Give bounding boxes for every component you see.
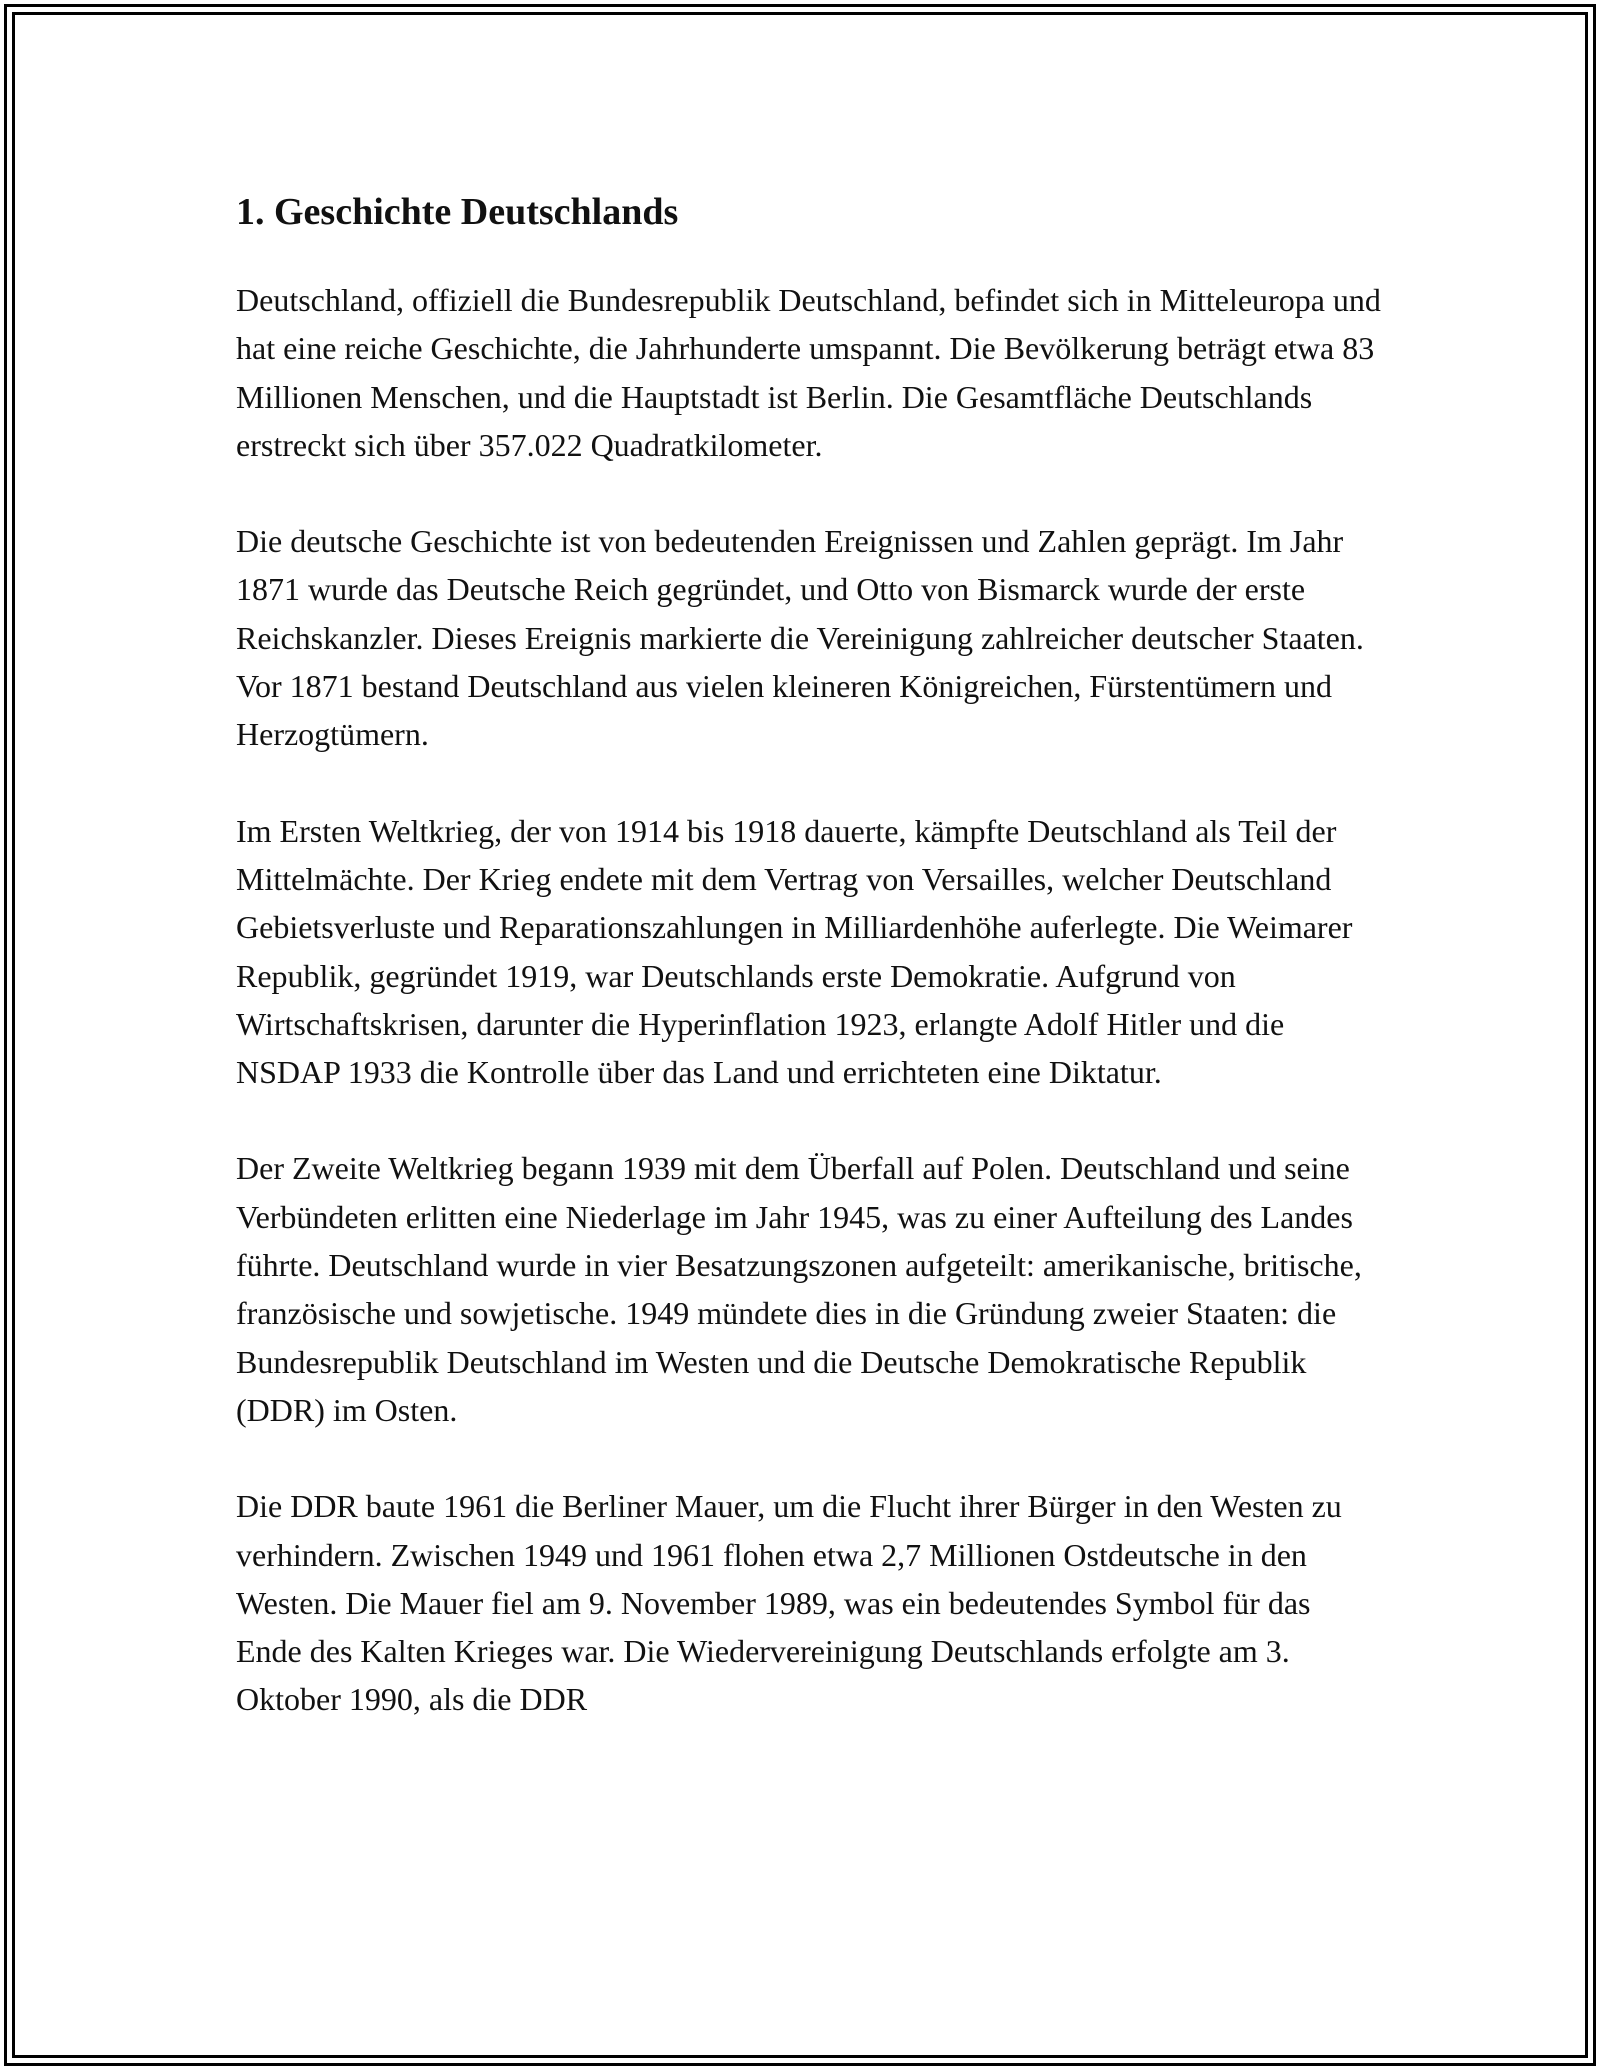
paragraph-world-war-one-weimar: Im Ersten Weltkrieg, der von 1914 bis 1918 dauerte, kämpfte Deutschland als Teil der Mittelmächte. Der Krieg endete mit dem Vertrag von Versailles, welcher Deutschland Gebietsverluste und Reparationszahlungen in Milliardenhöhe auferlegte. Die Weimarer Republik, gegründet 1919, war Deutschlands erste Demokratie. Aufgrund von Wirtschaftskrisen, darunter die Hyperinflation 1923, erlangte Adolf Hitler und die NSDAP 1933 die Kontrolle über das Land und errichteten eine Diktatur. bbox=[236, 812, 1353, 1091]
document-body bbox=[236, 184, 1381, 1772]
paragraph-world-war-two-division: Der Zweite Weltkrieg begann 1939 mit dem Überfall auf Polen. Deutschland und seine Verbündeten erlitten eine Niederlage im Jahr 1945, was zu einer Aufteilung des Landes führte. Deutschland wurde in vier Besatzungszonen aufgeteilt: amerikanische, britische, französische und sowjetische. 1949 mündete dies in die Gründung zweier Staaten: die Bundesrepublik Deutschland im Westen und die Deutsche Demokratische Republik (DDR) im Osten. bbox=[236, 1150, 1362, 1428]
paragraph-berlin-wall-reunification: Die DDR baute 1961 die Berliner Mauer, um die Flucht ihrer Bürger in den Westen zu verhindern. Zwischen 1949 und 1961 flohen etwa 2,7 Millionen Ostdeutsche in den Westen. Die Mauer fiel am 9. November 1989, was ein bedeutendes Symbol für das Ende des Kalten Krieges war. Die Wiedervereinigung Deutschlands erfolgte am 3. Oktober 1990, als die DDR bbox=[236, 1488, 1342, 1718]
paragraph-introduction: Deutschland, offiziell die Bundesrepublik Deutschland, befindet sich in Mitteleuropa und hat eine reiche Geschichte, die Jahrhunderte umspannt. Die Bevölkerung beträgt etwa 83 Millionen Menschen, und die Hauptstadt ist Berlin. Die Gesamtfläche Deutschlands erstreckt sich über 357.022 Quadratkilometer. bbox=[236, 282, 1381, 463]
paragraph-empire-founding: Die deutsche Geschichte ist von bedeutenden Ereignissen und Zahlen geprägt. Im Jahr 1871 wurde das Deutsche Reich gegründet, und Otto von Bismarck wurde der erste Reichskanzler. Dieses Ereignis markierte die Vereinigung zahlreicher deutscher Staaten. Vor 1871 bestand Deutschland aus vielen kleineren Königreichen, Fürstentümern und Herzogtümern. bbox=[236, 523, 1364, 753]
section-heading: 1. Geschichte Deutschlands bbox=[236, 191, 679, 233]
